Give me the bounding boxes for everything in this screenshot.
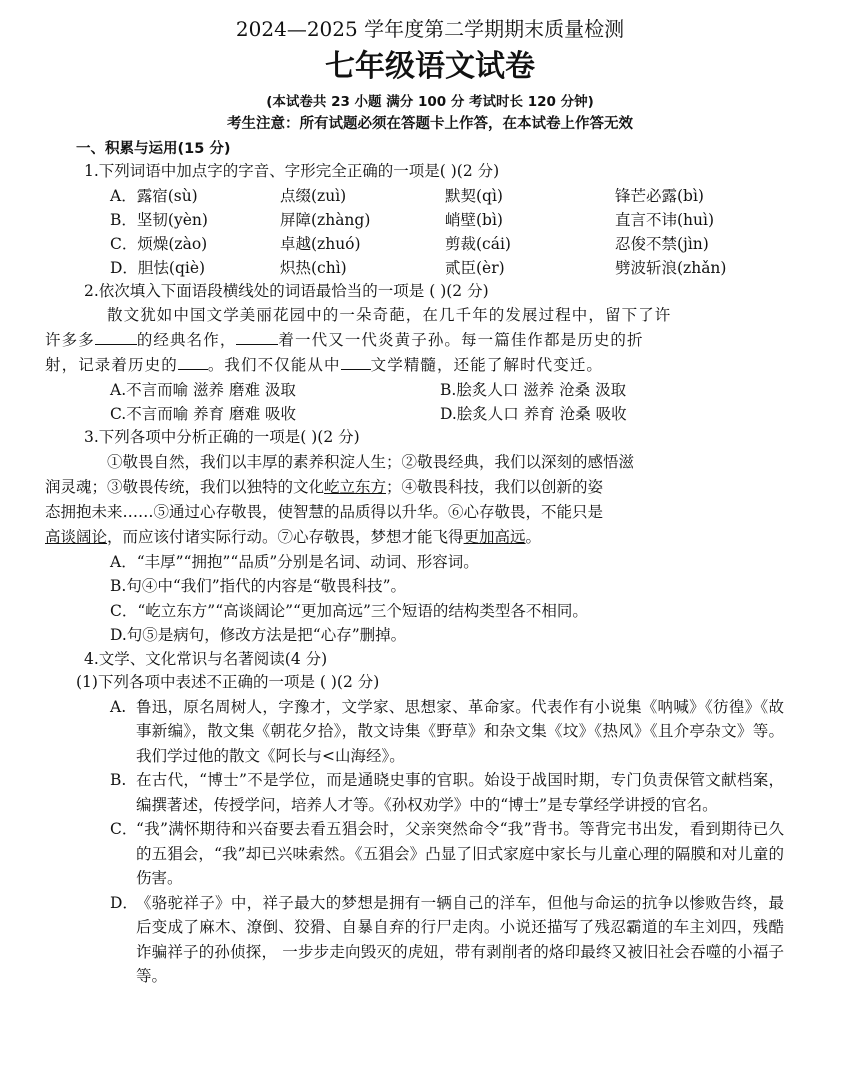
q3-option-b: B.句④中“我们”指代的内容是“敬畏科技”。 — [110, 577, 407, 595]
q2-option-c: C.不言而喻 养育 磨难 吸收 — [110, 405, 297, 423]
q4-option-a-text: 鲁迅，原名周树人，字豫才，文学家、思想家、革命家。代表作有小说集《呐喊》《彷徨》《故事新编》，散文集《朝花夕拾》，散文诗集《野草》和杂文集《坟》《热风》《且介亭杂文》等。我们学过他的散文《阿长与<山海经》。 — [136, 697, 784, 765]
question-2-stem: 2.依次填入下面语段横线处的词语最恰当的一项是 ( )(2 分) — [84, 281, 489, 300]
q2-option-d: D.脍炙人口 养育 沧桑 吸收 — [440, 405, 627, 423]
q4-option-a-label: A. — [110, 697, 127, 716]
q2-text: 着一代又一代炎黄子孙。每一篇佳作都是历史的折 — [278, 331, 644, 349]
q1-b-2: 屏障(zhàng) — [280, 210, 371, 229]
q4-option-b — [76, 768, 784, 817]
q3-option-d: D.句⑤是病句，修改方法是把“心存”删掉。 — [110, 626, 407, 644]
q4-option-b-text: 在古代，“博士”不是学位，而是通晓史事的官职。始设于战国时期，专门负责保管文献档案，编撰著述，传授学问，培养人才等。《孙权劝学》中的“博士”是专掌经学讲授的官名。 — [136, 771, 784, 814]
q1-b-3: 峭壁(bì) — [445, 210, 503, 229]
question-4-stem: 4.文学、文化常识与名著阅读(4 分) — [84, 649, 328, 668]
q2-text: 的经典名作， — [136, 331, 237, 349]
q2-text: 射，记录着历史的 — [45, 356, 178, 374]
question-4-sub-1: (1)下列各项中表述不正确的一项是 ( )(2 分) — [76, 673, 380, 691]
q1-d-1: D．胆怯(qiè) — [110, 258, 206, 277]
question-2-options — [76, 378, 784, 426]
q2-blank-2 — [236, 330, 278, 345]
q3-text: ①敬畏自然，我们以丰厚的素养积淀人生；②敬畏经典，我们以深刻的感悟滋 — [107, 452, 635, 471]
q4-option-d-text: 《骆驼祥子》中，祥子最大的梦想是拥有一辆自己的洋车，但他与命运的抗争以惨败告终，最后变成了麻木、潦倒、狡猾、自暴自弃的行尸走肉。小说还描写了残忍霸道的车主刘四，残酷诈骗祥子的孙侦探， 一步步走向毁灭的虎妞，带有剥削者的烙印最终又被旧社会吞噬的小福子等。 — [136, 893, 784, 985]
q2-option-a: A.不言而喻 滋养 磨难 汲取 — [110, 381, 296, 399]
q3-option-c: C．“屹立东方”“高谈阔论”“更加高远”三个短语的结构类型各不相同。 — [110, 601, 588, 620]
question-1-options — [76, 184, 784, 280]
q3-option-a: A．“丰厚”“拥抱”“品质”分别是名词、动词、形容词。 — [110, 552, 479, 571]
exam-subject-title: 七年级语文试卷 — [325, 49, 535, 84]
question-3-passage — [45, 450, 784, 550]
q3-text: 。 — [525, 527, 542, 546]
q1-d-2: 炽热(chì) — [280, 258, 347, 277]
q3-underlined: 高谈阔论 — [45, 527, 108, 546]
q2-blank-1 — [95, 330, 137, 345]
q1-d-3: 贰臣(èr) — [445, 258, 505, 277]
q2-text: 。我们不仅能从中 — [207, 356, 341, 374]
q3-text: ，而应该付诸实际行动。⑦心存敬畏，梦想才能飞得 — [107, 527, 464, 546]
question-1-stem: 1.下列词语中加点字的字音、字形完全正确的一项是( )(2 分) — [84, 162, 500, 180]
q3-text: ；④敬畏科技，我们以创新的姿 — [386, 477, 604, 496]
q3-underlined: 更加高远 — [463, 527, 526, 546]
q1-b-4: 直言不讳(huì) — [615, 210, 715, 229]
q1-c-4: 忍俊不禁(jìn) — [615, 234, 709, 253]
section-heading: 一、积累与运用(15 分) — [76, 141, 231, 157]
q1-a-4: 锋芒必露(bì) — [615, 186, 704, 205]
question-3-stem: 3.下列各项中分析正确的一项是( )(2 分) — [84, 428, 360, 446]
q3-text: 润灵魂；③敬畏传统，我们以独特的文化 — [45, 477, 325, 496]
q1-c-2: 卓越(zhuó) — [280, 234, 361, 253]
q2-text: 文学精髓，还能了解时代变迁。 — [370, 356, 604, 374]
q4-option-c-label: C． — [110, 820, 138, 838]
q4-option-a — [76, 695, 784, 769]
q1-d-4: 劈波斩浪(zhǎn) — [615, 258, 727, 277]
q2-blank-4 — [341, 355, 371, 370]
exam-info: (本试卷共 23 小题 满分 100 分 考试时长 120 分钟) — [266, 94, 594, 110]
q2-text: 散文犹如中国文学美丽花园中的一朵奇葩，在几千年的发展过程中，留下了许 — [107, 306, 672, 324]
q1-c-3: 剪裁(cái) — [445, 234, 511, 253]
q3-text: 态拥抱未来……⑤通过心存敬畏，使智慧的品质得以升华。⑥心存敬畏，不能只是 — [45, 502, 604, 521]
q2-text: 许多多 — [45, 331, 95, 349]
q2-option-b: B.脍炙人口 滋养 沧桑 汲取 — [440, 381, 627, 399]
q4-option-b-label: B. — [110, 771, 127, 789]
q2-blank-3 — [178, 355, 208, 370]
exam-period-title: 2024—2025 学年度第二学期期末质量检测 — [235, 17, 625, 41]
q1-a-3: 默契(qì) — [445, 186, 503, 205]
q3-underlined: 屹立东方 — [324, 477, 387, 496]
q4-option-c — [76, 817, 784, 891]
exam-notice: 考生注意：所有试题必须在答题卡上作答，在本试卷上作答无效 — [227, 116, 633, 132]
question-2-passage — [45, 303, 784, 378]
q1-a-1: A．露宿(sù) — [110, 186, 198, 205]
q1-b-1: B．坚韧(yèn) — [110, 210, 208, 229]
q1-c-1: C．烦燥(zào) — [110, 234, 208, 253]
q4-option-d — [76, 891, 784, 989]
q4-option-d-label: D． — [110, 893, 138, 912]
q4-option-c-text: “我”满怀期待和兴奋要去看五猖会时，父亲突然命令“我”背书。等背完书出发，看到期待已久的五猖会，“我”却已兴味索然。《五猖会》凸显了旧式家庭中家长与儿童心理的隔膜和对儿童的伤害。 — [136, 820, 784, 887]
q1-a-2: 点缀(zuì) — [280, 186, 347, 205]
